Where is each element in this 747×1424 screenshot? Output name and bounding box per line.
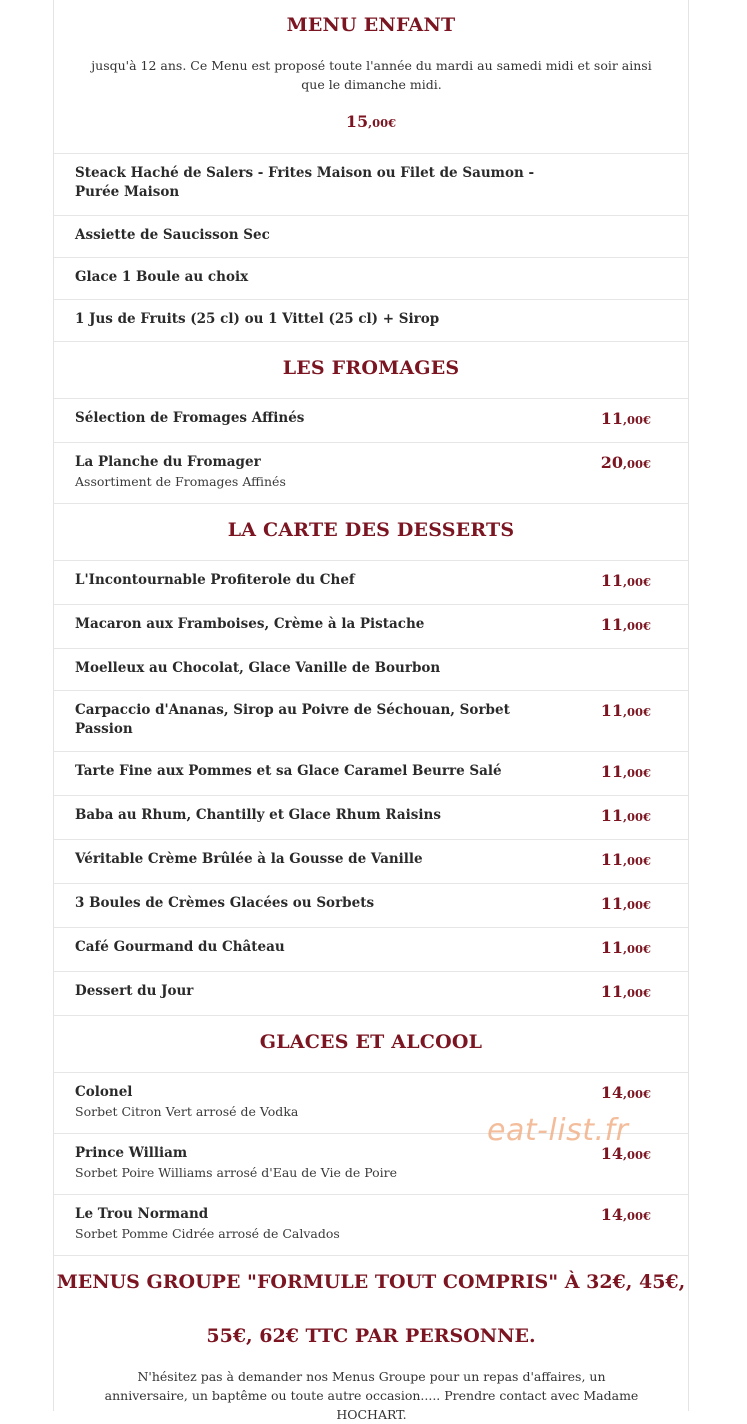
price-cents: ,00€: [622, 810, 651, 824]
item-name: 3 Boules de Crèmes Glacées ou Sorbets: [75, 895, 375, 911]
price-cents: ,00€: [622, 1087, 651, 1101]
item-price: [601, 615, 651, 636]
item-name: Baba au Rhum, Chantilly et Glace Rhum Raisins: [75, 807, 441, 823]
item-name: Moelleux au Chocolat, Glace Vanille de Bourbon: [75, 660, 441, 676]
list-item: [54, 839, 688, 883]
item-name: Steack Haché de Salers - Frites Maison ou Filet de Saumon - Purée Maison: [75, 165, 535, 200]
price-main: 11: [600, 701, 623, 720]
price-cents: ,00€: [622, 1148, 651, 1162]
item-name: [75, 1144, 535, 1182]
item-price: [601, 894, 651, 915]
desserts-title: LA CARTE DES DESSERTS: [227, 519, 515, 541]
price-cents: ,00€: [622, 413, 651, 427]
item-name: Carpaccio d'Ananas, Sirop au Poivre de Séchouan, Sorbet Passion: [75, 702, 510, 737]
item-name: Sélection de Fromages Affinés: [75, 410, 305, 426]
item-name: 1 Jus de Fruits (25 cl) ou 1 Vittel (25 cl) + Sirop: [75, 311, 440, 327]
menu-enfant-price: [54, 112, 688, 131]
price-cents: ,00€: [622, 986, 651, 1000]
item-price: [601, 1205, 651, 1226]
item-price: [601, 409, 651, 430]
fromages-header: [54, 341, 688, 398]
price-main: 11: [600, 615, 623, 634]
price-main: 11: [600, 850, 623, 869]
price-cents: ,00€: [622, 942, 651, 956]
item-desc: Sorbet Poire Williams arrosé d'Eau de Vie de Poire: [75, 1165, 398, 1180]
price-main: 14: [600, 1144, 623, 1163]
menu-page: [53, 0, 689, 1422]
item-price: [601, 701, 651, 722]
list-item: [54, 442, 688, 503]
price-cents: ,00€: [622, 1209, 651, 1223]
price-main: 14: [600, 1083, 623, 1102]
item-name: [75, 453, 535, 491]
price-main: 20: [600, 453, 623, 472]
fromages-title: LES FROMAGES: [282, 357, 460, 379]
item-price: [601, 850, 651, 871]
price-cents: ,00€: [622, 898, 651, 912]
item-name: Assiette de Saucisson Sec: [75, 227, 270, 243]
item-name: [75, 1205, 535, 1243]
desserts-header: [54, 503, 688, 560]
groupe-text: N'hésitez pas à demander nos Menus Groupe pour un repas d'affaires, un anniversaire, un baptême ou toute autre occasion..... Prendre contact avec Madame HOCHART.: [104, 1369, 639, 1422]
price-cents: ,00€: [622, 766, 651, 780]
item-name: Macaron aux Framboises, Crème à la Pistache: [75, 616, 425, 632]
item-name: [75, 1083, 535, 1121]
price-main: 11: [600, 806, 623, 825]
item-price: [601, 1083, 651, 1104]
list-item: [54, 560, 688, 604]
list-item: [54, 751, 688, 795]
price-cents: ,00€: [622, 457, 651, 471]
list-item: [54, 604, 688, 648]
price-main: 11: [600, 982, 623, 1001]
list-item: [54, 795, 688, 839]
price-main: 11: [600, 938, 623, 957]
item-desc: Sorbet Citron Vert arrosé de Vodka: [75, 1104, 299, 1119]
price-main: 11: [600, 571, 623, 590]
item-name: Dessert du Jour: [75, 983, 194, 999]
price-cents: ,00€: [622, 705, 651, 719]
item-desc: Assortiment de Fromages Affinés: [75, 474, 286, 489]
item-price: [601, 571, 651, 592]
item-name: L'Incontournable Profiterole du Chef: [75, 572, 355, 588]
item-name: Tarte Fine aux Pommes et sa Glace Caramel Beurre Salé: [75, 763, 502, 779]
item-title: Colonel: [75, 1084, 133, 1100]
price-cents: ,00€: [622, 619, 651, 633]
item-title: La Planche du Fromager: [75, 454, 261, 470]
price-cents: ,00€: [622, 575, 651, 589]
list-item: [54, 648, 688, 690]
list-item: [54, 398, 688, 442]
item-price: [601, 938, 651, 959]
list-item: [54, 1194, 688, 1255]
item-title: Le Trou Normand: [75, 1206, 209, 1222]
item-name: Glace 1 Boule au choix: [75, 269, 249, 285]
price-main: 11: [600, 409, 623, 428]
list-item: [54, 971, 688, 1015]
price-main: 11: [600, 894, 623, 913]
item-title: Prince William: [75, 1145, 188, 1161]
menu-enfant-intro: jusqu'à 12 ans. Ce Menu est proposé toute l'année du mardi au samedi midi et soir ainsi que le dimanche midi.: [91, 58, 652, 92]
item-name: Véritable Crème Brûlée à la Gousse de Vanille: [75, 851, 423, 867]
item-desc: Sorbet Pomme Cidrée arrosé de Calvados: [75, 1226, 340, 1241]
list-item: [54, 257, 688, 299]
item-price: [601, 806, 651, 827]
watermark: eat-list.fr: [487, 1113, 629, 1148]
item-name: Café Gourmand du Château: [75, 939, 285, 955]
menu-enfant-title: MENU ENFANT: [286, 14, 456, 36]
list-item: [54, 299, 688, 341]
list-item: [54, 153, 688, 215]
price-main: 15: [345, 112, 369, 131]
groupe-title-line2: 55€, 62€ TTC PAR PERSONNE.: [206, 1325, 536, 1347]
list-item: [54, 883, 688, 927]
glaces-header: [54, 1015, 688, 1072]
list-item: [54, 690, 688, 751]
list-item: [54, 215, 688, 257]
groupe-title-line1: MENUS GROUPE "FORMULE TOUT COMPRIS" À 32€, 45€,: [56, 1271, 686, 1293]
item-price: [601, 762, 651, 783]
price-main: 11: [600, 762, 623, 781]
list-item: [54, 927, 688, 971]
price-cents: ,00€: [622, 854, 651, 868]
item-price: [601, 453, 651, 474]
item-price: [601, 982, 651, 1003]
price-cents: ,00€: [368, 116, 397, 130]
price-main: 14: [600, 1205, 623, 1224]
glaces-title: GLACES ET ALCOOL: [259, 1031, 483, 1053]
